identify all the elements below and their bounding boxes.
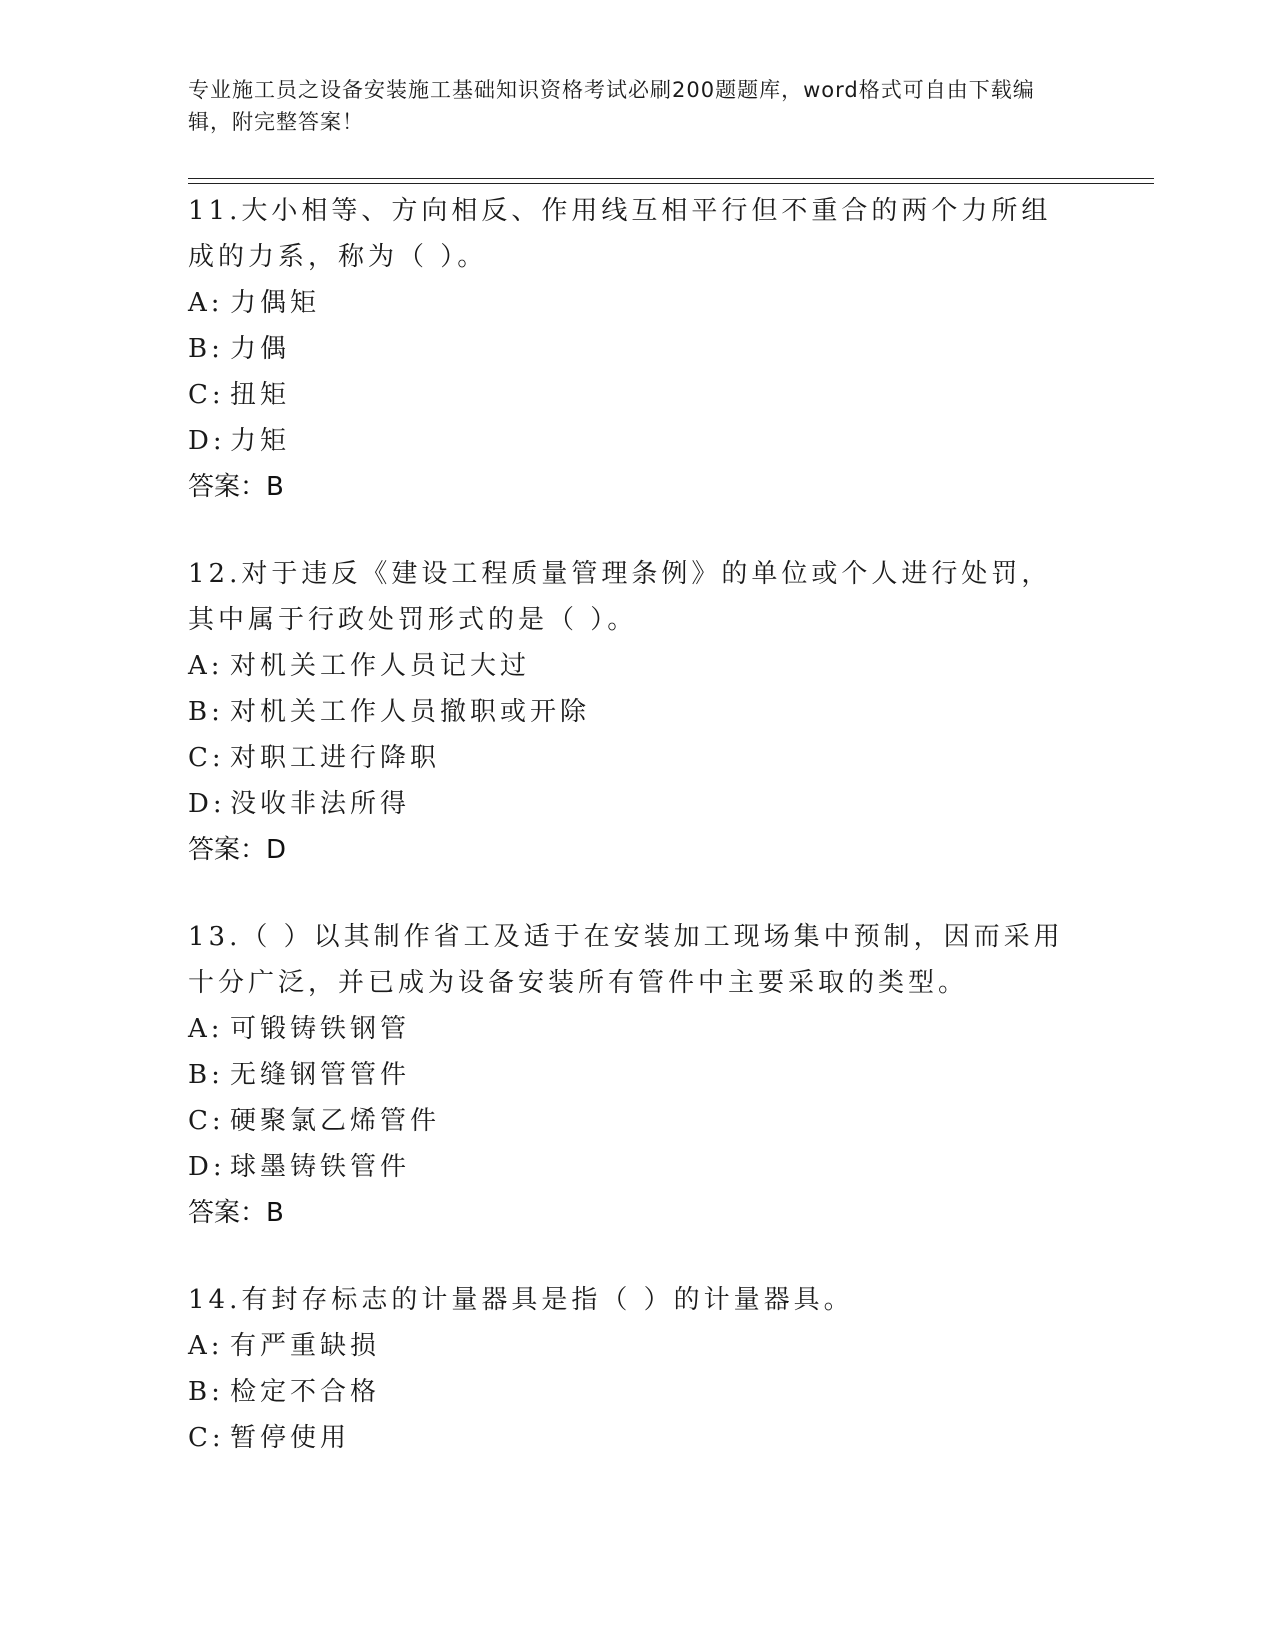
option-text: 对机关工作人员撤职或开除 [230,697,591,727]
option-text: 暂停使用 [230,1423,351,1453]
option-text: 硬聚氯乙烯管件 [230,1106,441,1136]
option-letter: C: [188,743,225,773]
document-header: 专业施工员之设备安装施工基础知识资格考试必刷200题题库，word格式可自由下载编辑，附完整答案！ [188,78,1035,134]
question-gap [188,1236,1088,1277]
option-d [188,1144,1088,1190]
option-a [188,280,1088,326]
option-text: 无缝钢管管件 [230,1060,411,1090]
option-text: 有严重缺损 [230,1331,381,1361]
option-letter: D: [188,426,226,456]
option-letter: A: [188,1014,224,1044]
option-letter: C: [188,1106,225,1136]
option-letter: B: [188,334,224,364]
option-c [188,372,1088,418]
option-c [188,1415,1088,1461]
question-14 [188,1277,1088,1461]
answer-line: 答案：D [188,835,287,865]
option-letter: C: [188,1423,225,1453]
option-d [188,781,1088,827]
option-b [188,689,1088,735]
question-stem: 12.对于违反《建设工程质量管理条例》的单位或个人进行处罚，其中属于行政处罚形式的是（ ）。 [188,559,1052,635]
answer-line: 答案：B [188,1198,284,1228]
option-letter: B: [188,1060,224,1090]
answer-line: 答案：B [188,472,284,502]
option-text: 球墨铸铁管件 [230,1152,411,1182]
option-b [188,1052,1088,1098]
option-letter: A: [188,1331,224,1361]
question-stem: 11.大小相等、方向相反、作用线互相平行但不重合的两个力所组成的力系，称为（ ）。 [188,196,1052,272]
option-letter: A: [188,651,224,681]
option-text: 力偶矩 [230,288,321,318]
option-text: 可锻铸铁钢管 [230,1014,411,1044]
option-d [188,418,1088,464]
header-divider-top [188,178,1154,179]
option-text: 检定不合格 [230,1377,381,1407]
question-stem: 13.（ ）以其制作省工及适于在安装加工现场集中预制，因而采用十分广泛，并已成为设备安装所有管件中主要采取的类型。 [188,922,1064,998]
option-a [188,1006,1088,1052]
question-gap [188,873,1088,914]
option-letter: D: [188,1152,226,1182]
option-a [188,643,1088,689]
question-11 [188,188,1088,510]
option-text: 对机关工作人员记大过 [230,651,531,681]
option-text: 扭矩 [230,380,291,410]
question-13 [188,914,1088,1236]
option-text: 没收非法所得 [230,789,411,819]
option-c [188,1098,1088,1144]
option-b [188,1369,1088,1415]
header-divider-bottom [188,183,1154,184]
option-text: 对职工进行降职 [230,743,441,773]
option-a [188,1323,1088,1369]
option-letter: C: [188,380,225,410]
option-letter: A: [188,288,224,318]
question-list [188,188,1088,1461]
option-text: 力矩 [230,426,291,456]
option-text: 力偶 [230,334,291,364]
option-letter: D: [188,789,226,819]
option-letter: B: [188,697,224,727]
option-c [188,735,1088,781]
option-letter: B: [188,1377,224,1407]
question-stem: 14.有封存标志的计量器具是指（ ）的计量器具。 [188,1285,854,1315]
question-gap [188,510,1088,551]
option-b [188,326,1088,372]
question-12 [188,551,1088,873]
